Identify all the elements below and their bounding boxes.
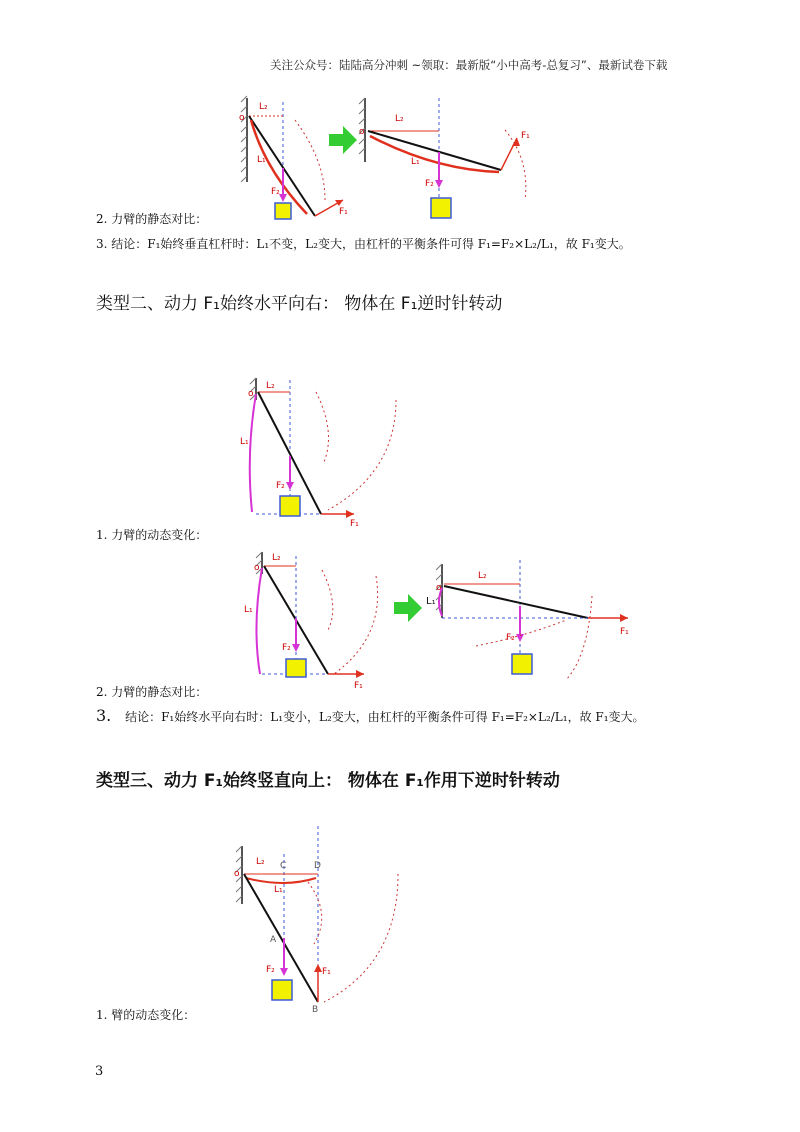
svg-text:o: o xyxy=(248,389,254,399)
svg-text:F₁: F₁ xyxy=(350,519,359,529)
type2-static-right xyxy=(426,560,629,680)
svg-text:o: o xyxy=(254,563,260,573)
svg-text:o: o xyxy=(359,127,365,137)
svg-text:F₂: F₂ xyxy=(506,633,515,643)
transition-arrow-icon xyxy=(329,126,357,154)
svg-text:L₂: L₂ xyxy=(266,381,275,391)
svg-text:L₂: L₂ xyxy=(395,114,404,124)
svg-text:L₂: L₂ xyxy=(272,553,281,563)
svg-text:F₁: F₁ xyxy=(354,681,363,691)
svg-text:F₁: F₁ xyxy=(322,967,331,977)
type2-static-left xyxy=(244,552,378,691)
svg-text:D: D xyxy=(314,861,321,871)
weight-block xyxy=(272,980,292,1000)
weight-block xyxy=(275,203,291,219)
svg-text:F₂: F₂ xyxy=(266,965,275,975)
svg-text:A: A xyxy=(270,935,277,945)
L1-label: L₁ xyxy=(257,155,266,165)
svg-text:F₂: F₂ xyxy=(276,481,285,491)
transition-arrow-icon xyxy=(394,594,422,622)
item3-text: 结论：F₁始终水平向右时：L₁变小，L₂变大，由杠杆的平衡条件可得 F₁=F₂×L₂/L₁，故 F₁变大。 xyxy=(125,710,645,724)
type2-heading: 类型二、动力 F₁始终水平向右： 物体在 F₁逆时针转动 xyxy=(96,294,503,314)
F1-label: F₁ xyxy=(339,207,348,217)
svg-text:L₁: L₁ xyxy=(426,596,436,607)
type3-diagram xyxy=(228,824,408,1020)
page-header: 关注公众号：陆陆高分冲刺 ~领取：最新版“小中高考-总复习”、最新试卷下载 xyxy=(270,58,668,72)
type3-item1: 1. 臂的动态变化： xyxy=(96,1008,196,1022)
svg-text:F₁: F₁ xyxy=(521,131,530,141)
type1-item3: 3. 结论：F₁始终垂直杠杆时：L₁不变，L₂变大，由杠杆的平衡条件可得 F₁=F₂×L₂/L₁，故 F₁变大。 xyxy=(96,237,631,251)
svg-text:B: B xyxy=(312,1005,319,1015)
type1-rotating-figure xyxy=(239,96,348,220)
svg-text:C: C xyxy=(280,861,287,871)
page-number: 3 xyxy=(95,1064,104,1079)
weight-block xyxy=(512,654,532,674)
type2-item1: 1. 力臂的动态变化： xyxy=(96,528,208,542)
weight-block xyxy=(431,198,451,218)
type2-static-diagram xyxy=(236,546,646,696)
pivot-label: o xyxy=(239,113,245,123)
type1-static-figure xyxy=(359,98,530,218)
svg-text:F₂: F₂ xyxy=(282,643,291,653)
weight-block xyxy=(286,659,306,677)
svg-text:L₂: L₂ xyxy=(256,857,265,867)
svg-text:L₁: L₁ xyxy=(274,885,283,895)
type2-item3 xyxy=(96,706,645,725)
svg-text:L₁: L₁ xyxy=(411,157,420,167)
svg-text:F₁: F₁ xyxy=(620,627,629,637)
type2-dynamic-diagram xyxy=(236,372,416,532)
item3-number: 3. xyxy=(96,706,112,725)
svg-text:o: o xyxy=(436,583,442,593)
svg-text:F₂: F₂ xyxy=(425,179,434,189)
svg-text:L₁: L₁ xyxy=(244,605,253,615)
weight-block xyxy=(280,496,300,516)
type3-heading: 类型三、动力 F₁始终竖直向上： 物体在 F₁作用下逆时针转动 xyxy=(96,771,560,791)
svg-text:L₂: L₂ xyxy=(478,571,487,581)
type1-diagram xyxy=(235,90,565,230)
svg-text:L₁: L₁ xyxy=(240,437,249,447)
svg-text:o: o xyxy=(234,869,240,879)
type2-item2: 2. 力臂的静态对比： xyxy=(96,685,208,699)
type1-item2: 2. 力臂的静态对比： xyxy=(96,212,208,226)
F2-label: F₂ xyxy=(271,187,280,197)
L2-label: L₂ xyxy=(259,102,268,112)
